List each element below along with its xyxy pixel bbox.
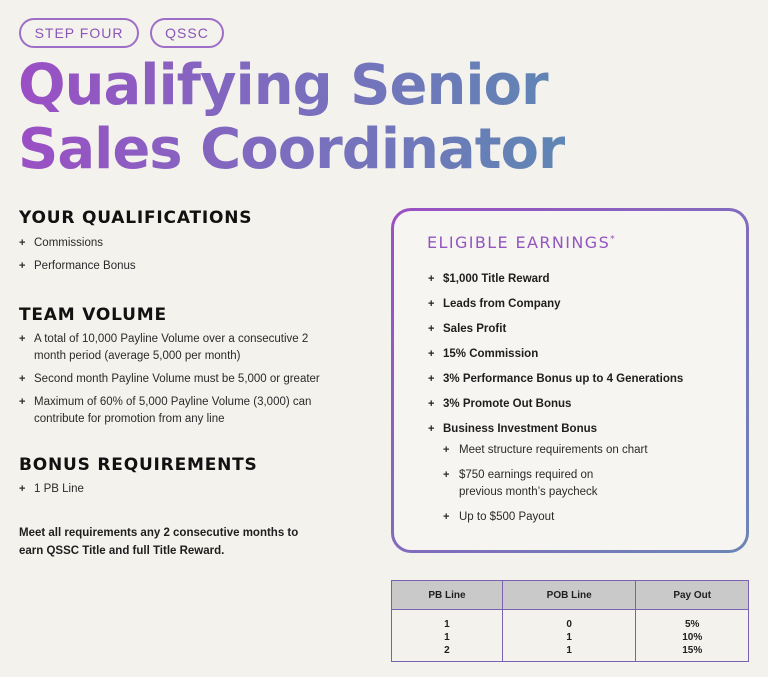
list-item: + Maximum of 60% of 5,000 Payline Volume (3,000) can contribute for promotion from any line <box>19 394 319 428</box>
sub-list-item: + Meet structure requirements on chart <box>443 442 738 459</box>
list-item-label: Business Investment Bonus <box>443 423 598 435</box>
column-header-pay-out: Pay Out <box>636 581 749 610</box>
table-header-row <box>392 581 749 610</box>
table-cell: 15% <box>636 644 749 662</box>
list-item: + A total of 10,000 Payline Volume over a consecutive 2 month period (average 5,000 per month) <box>19 331 319 365</box>
list-item: + 3% Performance Bonus up to 4 Generations <box>428 371 738 388</box>
eligible-earnings-heading: ELIGIBLE EARNINGS* <box>427 233 617 252</box>
table-cell: 10% <box>636 631 749 644</box>
payout-table <box>391 580 749 662</box>
table-row <box>392 631 749 644</box>
table-cell: 1 <box>502 631 636 644</box>
list-item: + Sales Profit <box>428 321 738 338</box>
step-tag: STEP FOUR <box>19 18 139 48</box>
bonus-requirements-heading: BONUS REQUIREMENTS <box>19 455 258 475</box>
table-row <box>392 610 749 632</box>
sub-list-item: + Up to $500 Payout <box>443 509 738 526</box>
column-header-pob-line: POB Line <box>502 581 636 610</box>
team-volume-heading: TEAM VOLUME <box>19 305 167 325</box>
qualifications-heading: YOUR QUALIFICATIONS <box>19 208 253 228</box>
rank-code-tag: QSSC <box>150 18 224 48</box>
table-cell: 1 <box>392 631 503 644</box>
bonus-requirements-list <box>19 481 359 504</box>
column-header-pb-line: PB Line <box>392 581 503 610</box>
list-item: + 1 PB Line <box>19 481 359 498</box>
list-item: + 3% Promote Out Bonus <box>428 396 738 413</box>
footnote-mark: * <box>610 234 617 245</box>
page-title: Qualifying Senior Sales Coordinator <box>18 53 565 182</box>
list-item-with-sublist <box>428 421 738 526</box>
list-item: + $1,000 Title Reward <box>428 271 738 288</box>
qualifications-list <box>19 235 359 281</box>
table-cell: 0 <box>502 610 636 632</box>
business-investment-sublist <box>443 442 738 526</box>
sub-list-item: + $750 earnings required on previous month’s paycheck <box>443 467 619 501</box>
table-cell: 1 <box>392 610 503 632</box>
table-row <box>392 644 749 662</box>
eligible-earnings-card <box>391 208 749 553</box>
list-item: + Second month Payline Volume must be 5,000 or greater <box>19 371 364 388</box>
list-item: + Leads from Company <box>428 296 738 313</box>
table-cell: 5% <box>636 610 749 632</box>
earnings-list <box>428 271 738 534</box>
table-cell: 1 <box>502 644 636 662</box>
list-item: + 15% Commission <box>428 346 738 363</box>
table-cell: 2 <box>392 644 503 662</box>
requirements-note: Meet all requirements any 2 consecutive months to earn QSSC Title and full Title Reward. <box>19 527 299 557</box>
list-item: + Performance Bonus <box>19 258 359 275</box>
team-volume-list <box>19 331 319 434</box>
list-item: + Commissions <box>19 235 359 252</box>
